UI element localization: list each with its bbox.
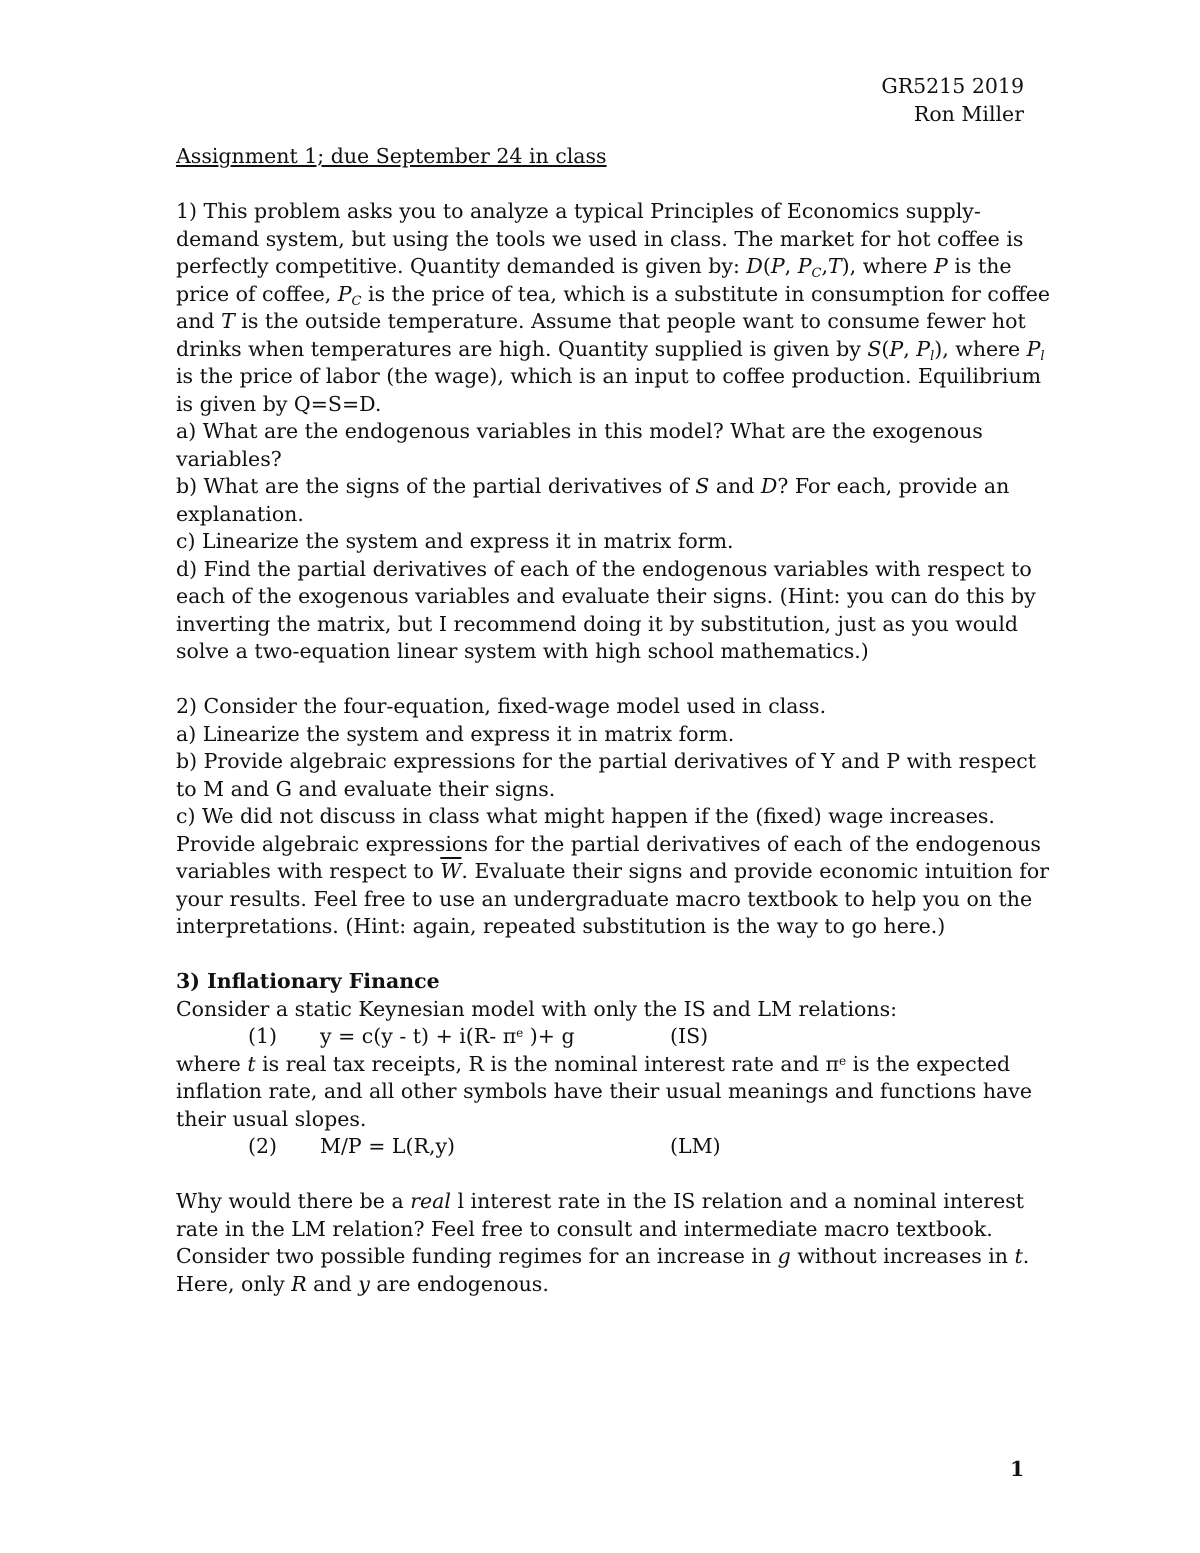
q3-where: where t is real tax receipts, R is the nominal interest rate and $\pi^e$ is the expected xyxy=(176,1051,1011,1076)
q1-part-d: each of the exogenous variables and evaluate their signs. (Hint: you can do this by xyxy=(176,584,1036,608)
q3-question: Consider two possible funding regimes for an increase in g without increases in t. xyxy=(176,1244,1030,1268)
w-bar-symbol: $\overline{W}$ xyxy=(440,859,462,883)
q1-line: perfectly competitive. Quantity demanded is given by: D(P, $P_C,T$), where P is the xyxy=(176,254,1012,281)
question-3 xyxy=(176,968,1036,1298)
q2-part-c: c) We did not discuss in class what might happen if the (fixed) wage increases. xyxy=(176,804,995,828)
q1-part-b: b) What are the signs of the partial derivatives of S and D? For each, provide an xyxy=(176,474,1010,498)
q2-part-c: interpretations. (Hint: again, repeated substitution is the way to go here.) xyxy=(176,914,946,938)
q3-where: inflation rate, and all other symbols have their usual meanings and functions have xyxy=(176,1079,1032,1103)
q2-intro: 2) Consider the four-equation, fixed-wage model used in class. xyxy=(176,694,827,718)
q1-part-c: c) Linearize the system and express it in matrix form. xyxy=(176,529,734,553)
q1-part-a: a) What are the endogenous variables in this model? What are the exogenous xyxy=(176,419,983,443)
q3-where: their usual slopes. xyxy=(176,1106,367,1131)
q3-heading: 3) Inflationary Finance xyxy=(176,969,440,993)
equation-lm: (2) M/P = L(R,y) (LM) xyxy=(248,1134,721,1158)
page-header xyxy=(700,72,1024,128)
author-name: Ron Miller xyxy=(913,102,1024,126)
q2-part-c: variables with respect to $\overline{W}$. Evaluate their signs and provide economic intuition for xyxy=(176,859,1050,883)
q1-line: demand system, but using the tools we used in class. The market for hot coffee is xyxy=(176,226,1024,251)
q1-part-d: inverting the matrix, but I recommend doing it by substitution, just as you would xyxy=(176,611,1019,636)
question-1 xyxy=(176,198,1051,666)
q1-part-b: explanation. xyxy=(176,501,304,526)
question-2 xyxy=(176,693,1050,941)
q3-question: Why would there be a real l interest rate in the IS relation and a nominal interest xyxy=(176,1189,1025,1213)
q1-part-d: solve a two-equation linear system with high school mathematics.) xyxy=(176,639,869,663)
q1-part-d: d) Find the partial derivatives of each of the endogenous variables with respect to xyxy=(176,556,1032,581)
q2-part-c: your results. Feel free to use an undergraduate macro textbook to help you on the xyxy=(176,886,1033,911)
q1-line: drinks when temperatures are high. Quantity supplied is given by S(P, $P_l$), where $P_l$ xyxy=(176,336,1045,364)
q1-line: price of coffee, $P_C$ is the price of tea, which is a substitute in consumption for coffee xyxy=(176,281,1051,309)
assignment-title: Assignment 1; due September 24 in class xyxy=(176,144,607,168)
q2-part-c: Provide algebraic expressions for the partial derivatives of each of the endogenous xyxy=(176,831,1041,856)
q2-part-a: a) Linearize the system and express it in matrix form. xyxy=(176,721,735,746)
document-body xyxy=(176,143,1051,1298)
q2-part-b: b) Provide algebraic expressions for the partial derivatives of Y and P with respect xyxy=(176,749,1037,773)
q1-line: 1) This problem asks you to analyze a typical Principles of Economics supply- xyxy=(176,199,981,223)
q3-question: rate in the LM relation? Feel free to consult and intermediate macro textbook. xyxy=(176,1216,993,1241)
q3-intro: Consider a static Keynesian model with only the IS and LM relations: xyxy=(176,996,897,1021)
equation-is: (1) y = c(y - t) + i(R- $\pi^e$ )+ g (IS) xyxy=(248,1024,709,1048)
q2-part-b: to M and G and evaluate their signs. xyxy=(176,776,556,801)
q1-line: is the price of labor (the wage), which is an input to coffee production. Equilibrium xyxy=(176,364,1042,388)
q1-line: and T is the outside temperature. Assume that people want to consume fewer hot xyxy=(176,309,1026,333)
q1-line: is given by Q=S=D. xyxy=(176,391,382,416)
page-number: 1 xyxy=(1010,1457,1025,1481)
q1-part-a: variables? xyxy=(176,446,282,471)
q3-question: Here, only R and y are endogenous. xyxy=(176,1271,549,1296)
course-code: GR5215 2019 xyxy=(881,74,1024,98)
